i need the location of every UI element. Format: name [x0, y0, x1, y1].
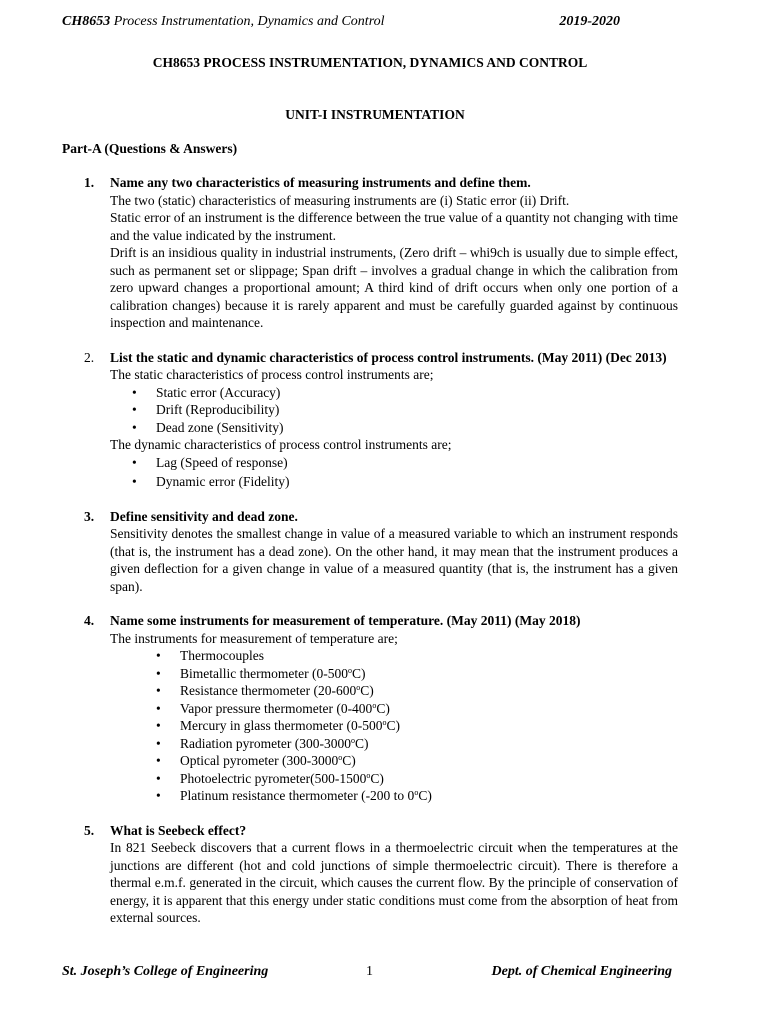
answer-paragraph: In 821 Seebeck discovers that a current flows in a thermoelectric circuit when the temperatures at the junctions are different (hot and cold junctions of simple thermoelectric circuit). There is therefore a thermal e.m.f. generated in the circuit, which causes the current flow. By the principle of conservation of energy, it is apparent that this energy under static conditions must come from the absorption of heat from external sources. — [110, 840, 678, 925]
answer-paragraph: The instruments for measurement of temperature are; — [110, 630, 398, 646]
question-text: What is Seebeck effect? — [110, 822, 247, 838]
question-number: 4. — [84, 613, 95, 628]
unit-heading: UNIT-I INSTRUMENTATION — [285, 107, 465, 122]
answer-paragraph: Drift is an insidious quality in industrial instruments, (Zero drift – whi9ch is usually due to simple effect, such as permanent set or slippage; Span drift – involves a gradual change in which the calibration from zero upward changes a proportional amount; A third kind of drift occurs when only one portion of a calibration changes) because it is rarely apparent and must be carefully guarded against by continuous inspection and maintenance. — [110, 245, 678, 330]
question-text: Name any two characteristics of measuring instruments and define them. — [110, 175, 531, 190]
bullet-list — [110, 647, 678, 805]
list-item: • Vapor pressure thermometer (0-400$^o$C) — [110, 700, 678, 718]
question-2 — [84, 349, 678, 491]
page-footer — [62, 964, 672, 984]
header-course-name: Process Instrumentation, Dynamics and Control — [110, 14, 385, 29]
document-title: CH8653 PROCESS INSTRUMENTATION, DYNAMICS AND CONTROL — [152, 55, 588, 70]
answer-paragraph: Sensitivity denotes the smallest change in value of a measured variable to which an instrument responds (that is, the instrument has a dead zone). On the other hand, it may mean that the instrument produces a given deflection for a given change in value of a measured quantity (that is, the instrument has a given span). — [110, 526, 678, 594]
page-header — [62, 14, 620, 34]
list-item: • Dynamic error (Fidelity) — [110, 473, 678, 491]
list-item: • Lag (Speed of response) — [110, 454, 678, 472]
list-item: • Optical pyrometer (300-3000$^o$C) — [110, 752, 678, 770]
answer-paragraph: Static error of an instrument is the difference between the true value of a quantity not changing with time and the value indicated by the instrument. — [110, 210, 678, 243]
list-item: • Radiation pyrometer (300-3000$^o$C) — [110, 735, 678, 753]
question-number: 1. — [84, 175, 95, 190]
question-number: 3. — [84, 508, 95, 524]
question-number: 2. — [84, 349, 95, 365]
part-heading: Part-A (Questions & Answers) — [62, 141, 238, 156]
footer-college: St. Joseph’s College of Engineering — [62, 964, 269, 979]
answer — [110, 192, 678, 332]
answer-paragraph: The dynamic characteristics of process control instruments are; — [110, 437, 452, 452]
question-text: Name some instruments for measurement of temperature. (May 2011) (May 2018) — [110, 613, 581, 628]
bullet-list — [110, 384, 678, 437]
header-year: 2019-2020 — [559, 14, 620, 29]
list-item: • Thermocouples — [110, 647, 678, 665]
list-item: • Dead zone (Sensitivity) — [110, 419, 678, 437]
list-item: • Resistance thermometer (20-600$^o$C) — [110, 682, 678, 700]
answer — [110, 436, 678, 454]
header-course — [62, 14, 385, 30]
answer-paragraph: The two (static) characteristics of measuring instruments are (i) Static error (ii) Drift. — [110, 192, 570, 208]
answer — [110, 630, 678, 648]
question-text: List the static and dynamic characteristics of process control instruments. (May 2011) (Dec 2013) — [110, 349, 667, 365]
list-item: • Drift (Reproducibility) — [110, 401, 678, 419]
question-5 — [84, 822, 678, 927]
page-number: 1 — [366, 964, 373, 979]
list-item: • Static error (Accuracy) — [110, 384, 678, 402]
list-item: • Mercury in glass thermometer (0-500$^o$C) — [110, 717, 678, 735]
question-4 — [84, 612, 678, 805]
answer — [110, 366, 678, 384]
bullet-list — [110, 454, 678, 491]
question-number: 5. — [84, 822, 95, 838]
list-item: • Bimetallic thermometer (0-500$^o$C) — [110, 665, 678, 683]
question-text: Define sensitivity and dead zone. — [110, 508, 298, 524]
list-item: • Platinum resistance thermometer (-200 to 0$^o$C) — [110, 787, 678, 805]
questions — [84, 174, 678, 944]
answer — [110, 525, 678, 595]
header-code: CH8653 — [62, 14, 111, 29]
answer-paragraph: The static characteristics of process control instruments are; — [110, 367, 434, 382]
footer-department: Dept. of Chemical Engineering — [491, 964, 672, 979]
answer — [110, 839, 678, 927]
question-1 — [84, 174, 678, 332]
question-3 — [84, 508, 678, 596]
list-item: • Photoelectric pyrometer(500-1500$^o$C) — [110, 770, 678, 788]
